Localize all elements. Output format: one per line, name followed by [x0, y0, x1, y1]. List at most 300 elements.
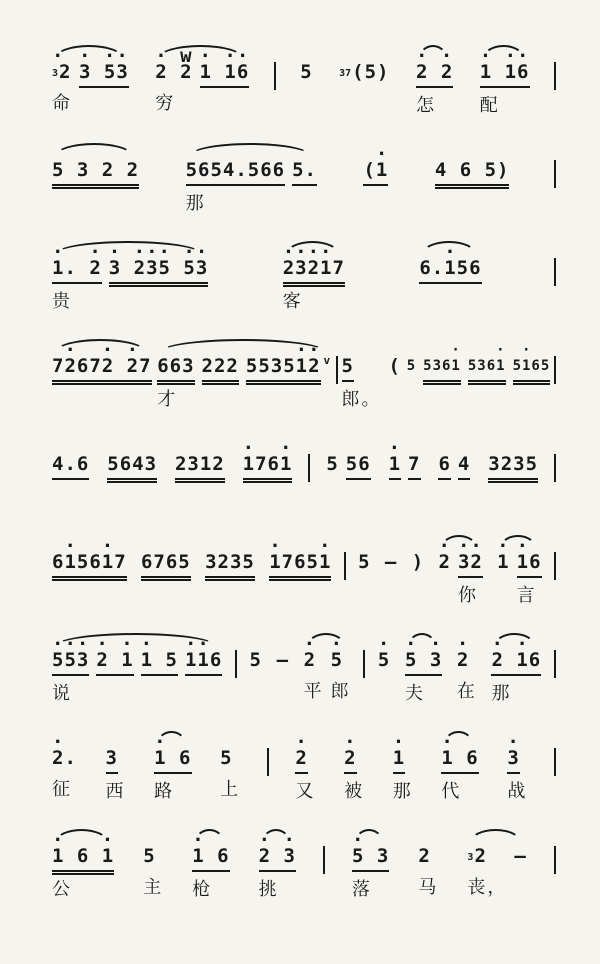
note-token: [106, 736, 126, 804]
note-row: [405, 649, 442, 676]
note-token: [342, 344, 382, 412]
note-token: [186, 148, 286, 216]
slur-group: [52, 241, 209, 314]
lyric-text: [250, 674, 262, 704]
note-group: [250, 638, 262, 704]
note-row: [408, 453, 420, 480]
lyric-text: [141, 578, 191, 608]
octave-dots: · ·: [404, 633, 443, 655]
note-token: [52, 633, 90, 706]
note-row: [419, 257, 481, 284]
score-system: [50, 633, 556, 706]
note-text: 5654.566: [186, 159, 286, 186]
note-text: 2: [59, 61, 72, 83]
lyric-text: 丧，: [467, 877, 508, 898]
score-system: [50, 829, 556, 902]
octave-dots: [52, 148, 139, 159]
note-row: [175, 453, 225, 480]
note-text: 5: [326, 453, 339, 475]
lyric-text: 挑: [258, 879, 279, 900]
note-row: [435, 159, 510, 186]
lyric-text: [300, 86, 312, 116]
lyric-text: [243, 480, 293, 510]
lyric-text: 西: [105, 781, 126, 802]
note-token: [457, 535, 483, 608]
note-token: [389, 344, 401, 412]
note-row: [513, 355, 551, 382]
note-row: [416, 61, 453, 88]
octave-dots: [220, 736, 240, 747]
note-text: 4: [458, 453, 470, 480]
lyric-text: [412, 576, 424, 606]
lyric-text: [468, 382, 506, 412]
octave-dots: ·: [441, 731, 479, 753]
note-group: [488, 442, 538, 510]
note-token: [412, 540, 424, 606]
slur-group: [192, 829, 230, 902]
octave-dots: · ·: [415, 45, 454, 67]
octave-dots: [358, 540, 370, 551]
note-row: [352, 845, 389, 872]
note-text: 1: [389, 453, 401, 480]
note-token: [143, 834, 163, 900]
lyric-text: [378, 674, 390, 704]
note-text: 5361: [423, 355, 461, 382]
note-row: [269, 551, 331, 578]
note-text: 1 6: [154, 747, 191, 774]
note-row: [141, 551, 191, 578]
note-token: [269, 535, 332, 608]
note-token: [141, 540, 191, 608]
note-token: [155, 45, 193, 118]
note-row: [246, 355, 321, 382]
note-token: [407, 344, 416, 412]
note-token: [52, 535, 127, 608]
note-row: [259, 845, 296, 872]
note-text: 72672 27: [52, 355, 152, 382]
note-group: [418, 834, 438, 900]
octave-dots: [157, 344, 194, 355]
lyric-text: [358, 576, 370, 606]
note-token: [52, 148, 139, 216]
octave-dots: [435, 148, 510, 159]
note-group: [220, 736, 240, 802]
note-text: 32: [458, 551, 483, 578]
octave-dots: [107, 442, 157, 453]
note-text: 1 6 1: [52, 845, 114, 872]
note-group: [242, 437, 293, 510]
note-text: —: [276, 649, 290, 671]
note-group: [143, 834, 163, 900]
note-row: [514, 845, 526, 870]
slur-group: [52, 633, 223, 706]
slur-group: [419, 241, 482, 314]
note-row: [507, 747, 527, 774]
note-token: [491, 633, 542, 706]
octave-dots: [141, 540, 191, 551]
lyric-text: 穷: [155, 93, 176, 114]
lyric-text: [205, 578, 255, 608]
octave-dots: ·: [140, 633, 178, 655]
note-token: [154, 731, 192, 804]
octave-dots: ··: [457, 535, 483, 557]
note-row: [192, 845, 229, 872]
octave-dots: [389, 344, 401, 355]
note-group: [300, 50, 312, 116]
note-row: [468, 355, 506, 382]
note-row: [438, 551, 450, 576]
octave-dots: [326, 442, 338, 453]
score-system: [50, 535, 556, 608]
octave-dots: · ·: [258, 829, 296, 851]
octave-dots: [514, 834, 526, 845]
note-token: [339, 50, 389, 116]
note-group: [141, 540, 191, 608]
octave-dots: [106, 736, 126, 747]
note-token: [438, 535, 451, 608]
note-row: [79, 61, 129, 88]
note-text: 553512: [246, 355, 321, 382]
note-text: —: [514, 845, 527, 867]
lyric-text: 枪: [192, 879, 213, 900]
note-text: 2: [303, 649, 317, 671]
note-group: [392, 731, 413, 804]
note-text: 2 16: [491, 649, 541, 676]
lyric-text: [438, 576, 450, 606]
note-token: [242, 437, 293, 510]
note-token: [245, 339, 321, 412]
note-token: [108, 241, 209, 314]
note-token: [441, 731, 479, 804]
octave-dots: [186, 148, 286, 159]
octave-dots: ·: [344, 731, 357, 753]
lyric-text: [141, 676, 178, 706]
slur-group: [415, 45, 454, 118]
note-token: [184, 633, 223, 706]
note-token: [295, 731, 316, 804]
octave-dots: ·: [52, 45, 65, 67]
note-text: 5: [330, 649, 344, 671]
lyric-text: [385, 576, 397, 606]
octave-dots: ·: [192, 829, 230, 851]
note-group: [438, 442, 470, 510]
score-system: [50, 437, 556, 510]
note-row: [491, 649, 541, 676]
note-text: 2: [474, 845, 487, 867]
note-token: [418, 834, 438, 900]
octave-dots: ··: [184, 633, 223, 655]
note-text: 3 53: [79, 61, 129, 88]
note-row: [467, 845, 507, 870]
barline: [267, 748, 269, 776]
lyric-text: 言: [516, 585, 537, 606]
note-group: [377, 633, 391, 704]
note-text: 2: [344, 747, 356, 774]
note-group: [52, 535, 127, 608]
octave-dots: ·: [303, 633, 317, 655]
octave-dots: · ··: [199, 45, 250, 67]
octave-dots: ·: [507, 731, 520, 753]
octave-dots: ··: [245, 339, 321, 361]
note-group: [363, 143, 389, 216]
slur-group: [438, 535, 483, 608]
note-row: [423, 355, 461, 382]
note-token: [250, 638, 262, 704]
note-group: [435, 148, 510, 216]
note-token: [52, 442, 89, 510]
note-text: 2 1: [96, 649, 133, 676]
note-text: 6765: [141, 551, 191, 578]
octave-dots: · ··: [479, 45, 530, 67]
note-row: [52, 845, 114, 872]
note-row: [389, 355, 401, 380]
octave-dots: ·: [456, 633, 470, 655]
octave-dots: ·: [497, 535, 510, 557]
note-token: [377, 633, 391, 704]
octave-dots: ·: [512, 342, 551, 358]
note-row: [157, 355, 194, 382]
note-token: [385, 540, 397, 606]
note-row: [458, 551, 483, 578]
octave-dots: [250, 638, 262, 649]
octave-dots: [277, 638, 289, 649]
note-token: [52, 339, 152, 412]
note-row: [378, 649, 390, 674]
note-text: 5: [143, 845, 156, 867]
lyric-text: 那: [392, 781, 413, 802]
note-token: [479, 45, 530, 118]
note-token: [52, 241, 102, 314]
note-token: [277, 638, 289, 704]
note-row: [109, 257, 209, 284]
octave-dots: · ·: [52, 829, 115, 851]
barline: [554, 552, 556, 580]
note-group: [326, 442, 370, 510]
note-group: [269, 535, 332, 608]
octave-dots: [205, 540, 255, 551]
lyric-text: [52, 480, 89, 510]
note-group: [412, 540, 424, 606]
lyric-text: 贵: [52, 291, 72, 312]
note-text: —: [384, 551, 398, 573]
lyric-text: [408, 480, 420, 510]
slur-group: [467, 834, 526, 900]
note-row: [339, 61, 389, 86]
note-row: [202, 355, 239, 382]
note-row: [304, 649, 324, 674]
note-row: [324, 355, 332, 380]
note-text: 5165: [513, 355, 551, 382]
note-text: 5: [220, 747, 233, 769]
note-text: 5643: [107, 453, 157, 480]
lyric-text: [107, 480, 157, 510]
octave-dots: ·: [295, 731, 308, 753]
note-row: [344, 747, 364, 774]
note-text: 553: [52, 649, 89, 676]
note-group: [107, 442, 157, 510]
lyric-text: [277, 674, 289, 704]
note-text: 2: [295, 747, 307, 774]
note-row: [52, 355, 152, 382]
note-row: [250, 649, 262, 674]
note-text: 5: [249, 649, 262, 671]
note-token: [456, 633, 477, 704]
note-token: [330, 633, 351, 704]
note-row: [52, 551, 127, 578]
note-token: [392, 731, 413, 804]
note-token: [96, 633, 134, 706]
note-text: 5361: [468, 355, 506, 382]
note-row: [52, 649, 89, 676]
note-row: [342, 355, 382, 382]
octave-dots: ···: [52, 633, 90, 655]
barline: [363, 650, 365, 678]
note-text: 5.: [292, 159, 317, 186]
note-text: 6.156: [419, 257, 481, 284]
slur-group: [52, 148, 139, 216]
lyric-text: [346, 480, 371, 510]
lyric-text: 又: [295, 781, 316, 802]
barline: [235, 650, 237, 678]
score-system: [50, 45, 556, 118]
slur-group: [154, 731, 192, 804]
note-token: [199, 45, 250, 118]
barline: [554, 258, 556, 286]
octave-dots: [52, 442, 89, 453]
note-row: [458, 453, 470, 480]
octave-dots: ·: [516, 535, 542, 557]
barline: [554, 748, 556, 776]
breath-mark: [324, 344, 332, 412]
slur-group: [157, 339, 332, 412]
note-text: 116: [185, 649, 222, 676]
lyric-text: [389, 480, 401, 510]
note-row: [497, 551, 509, 576]
note-text: 1 6: [441, 747, 478, 774]
note-group: [342, 344, 401, 412]
octave-dots: [488, 442, 538, 453]
note-token: [52, 731, 77, 802]
slur-group: [282, 241, 345, 314]
note-text: 17651: [269, 551, 331, 578]
slur-group: [155, 45, 250, 118]
note-row: [52, 257, 102, 284]
note-group: [277, 638, 289, 704]
grace-note: 3: [52, 68, 59, 79]
note-row: [346, 453, 371, 480]
lyric-text: 郎: [330, 681, 351, 702]
note-group: [295, 731, 316, 804]
lyric-text: 落: [352, 879, 373, 900]
lyric-text: 才: [157, 389, 178, 410]
note-token: [192, 829, 230, 902]
slur-group: [186, 148, 317, 216]
note-token: [202, 344, 239, 412]
note-token: [467, 834, 507, 900]
note-token: [408, 442, 420, 510]
lyric-text: [185, 676, 222, 706]
octave-dots: · ··: [79, 45, 129, 67]
lyric-text: [324, 380, 332, 410]
lyric-text: [389, 380, 401, 410]
note-row: [154, 747, 191, 774]
octave-dots: ·: [467, 342, 506, 358]
lyric-text: 马: [418, 877, 439, 898]
octave-dots: [385, 540, 397, 551]
note-row: [205, 551, 255, 578]
octave-dots: ·: [438, 535, 451, 557]
note-token: [326, 442, 338, 510]
octave-dots: [418, 834, 438, 845]
note-token: [514, 834, 526, 900]
lyric-text: 公: [52, 879, 72, 900]
octave-dots: ·: [52, 731, 77, 753]
note-token: [140, 633, 178, 706]
note-text: 1761: [243, 453, 293, 480]
note-text: 5 3: [352, 845, 389, 872]
lyric-text: [202, 382, 239, 412]
note-token: [205, 540, 255, 608]
lyric-text: [514, 870, 526, 900]
octave-dots: [202, 344, 239, 355]
octave-dots: [292, 148, 317, 159]
note-token: [497, 535, 510, 608]
slur-group: [441, 731, 479, 804]
lyric-text: 你: [457, 585, 478, 606]
note-token: [107, 442, 157, 510]
lyric-text: 路: [154, 781, 175, 802]
slur-group: [52, 339, 152, 412]
note-group: [385, 540, 397, 606]
lyric-text: [438, 480, 450, 510]
note-row: [412, 551, 424, 576]
note-group: [205, 540, 255, 608]
note-token: [423, 344, 461, 412]
note-token: [363, 143, 389, 216]
octave-dots: [458, 442, 470, 453]
note-token: [175, 442, 225, 510]
note-token: [352, 829, 390, 902]
note-token: [303, 633, 324, 704]
note-text: (: [388, 355, 401, 377]
octave-dots: ·: [388, 437, 402, 459]
note-row: [52, 747, 77, 772]
note-text: 23217: [283, 257, 345, 284]
slur-group: [52, 829, 115, 902]
octave-dots: · ·: [52, 241, 102, 263]
slur-group: [52, 45, 129, 118]
octave-dots: · ·: [96, 633, 134, 655]
note-token: [438, 442, 450, 510]
note-token: [468, 344, 506, 412]
note-text: 3235: [488, 453, 538, 480]
note-token: [404, 633, 443, 706]
note-token: [292, 148, 317, 216]
note-text: 1 16: [480, 61, 530, 88]
lyric-text: [52, 186, 139, 216]
note-text: 2312: [175, 453, 225, 480]
barline: [554, 62, 556, 90]
octave-dots: · ·: [52, 535, 127, 557]
note-group: [407, 344, 551, 412]
lyric-text: [407, 380, 416, 410]
note-group: [344, 731, 365, 804]
note-text: 1: [393, 747, 405, 774]
slur-group: [352, 829, 390, 902]
octave-dots: ·: [363, 143, 389, 165]
note-row: [300, 61, 312, 86]
lyric-text: 平: [303, 681, 324, 702]
